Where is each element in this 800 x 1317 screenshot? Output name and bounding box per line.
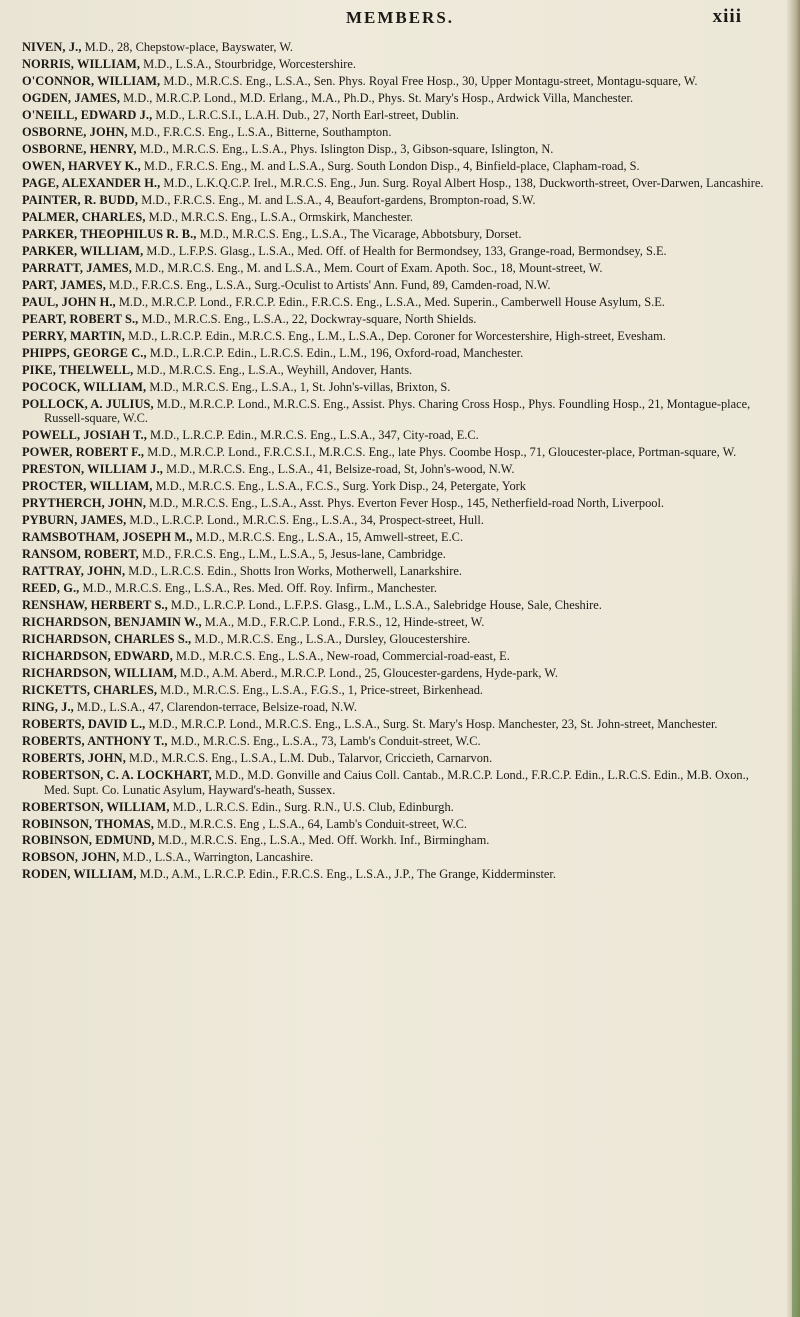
page-header [0, 6, 800, 34]
member-details: M.D., M.R.C.S. Eng , L.S.A., 64, Lamb's Conduit-street, W.C. [153, 816, 467, 831]
member-name: PAINTER, R. BUDD, [22, 192, 139, 207]
member-entry [22, 700, 772, 715]
member-entry [22, 833, 772, 848]
member-details: M.D., L.R.C.P. Edin., M.R.C.S. Eng., L.M., L.S.A., Dep. Coroner for Worcestershire, High-street, Evesham. [125, 328, 666, 343]
member-details: M.A., M.D., F.R.C.P. Lond., F.R.S., 12, Hinde-street, W. [201, 615, 485, 630]
member-details: M.D., F.R.C.S. Eng., M. and L.S.A., 4, Beaufort-gardens, Brompton-road, S.W. [138, 192, 536, 207]
member-name: OSBORNE, JOHN, [22, 124, 128, 139]
member-details: M.D., M.R.C.S. Eng., L.S.A., 1, St. John's-villas, Brixton, S. [146, 379, 451, 394]
member-details: M.D., M.R.C.P. Lond., M.R.C.S. Eng., Assist. Phys. Charing Cross Hosp., Phys. Foundling Hosp., 21, Montague-place, Russell-square, W.C. [44, 396, 751, 426]
member-name: RICKETTS, CHARLES, [22, 683, 158, 698]
member-details: M.D., M.R.C.S. Eng., L.S.A., Dursley, Gloucestershire. [191, 632, 471, 647]
member-name: ROBERTS, JOHN, [22, 750, 126, 765]
member-entry [22, 547, 772, 562]
member-entry [22, 649, 772, 664]
member-name: O'CONNOR, WILLIAM, [22, 73, 161, 88]
member-entry [22, 159, 772, 174]
member-details: M.D., M.R.C.S. Eng., L.S.A., L.M. Dub., Talarvor, Criccieth, Carnarvon. [125, 750, 493, 765]
member-entry [22, 193, 772, 208]
member-entry [22, 530, 772, 545]
member-details: M.D., M.R.C.P. Lond., F.R.C.S.I., M.R.C.S. Eng., late Phys. Coombe Hosp., 71, Gloucester-place, Portman-square, W. [144, 445, 737, 460]
member-entry [22, 462, 772, 477]
member-details: M.D., L.R.C.P. Lond., M.R.C.S. Eng., L.S.A., 34, Prospect-street, Hull. [126, 513, 484, 528]
member-name: PAUL, JOHN H., [22, 294, 116, 309]
member-details: M.D., M.R.C.S. Eng., L.S.A., Res. Med. Off. Roy. Infirm., Manchester. [79, 581, 437, 596]
member-name: PART, JAMES, [22, 277, 106, 292]
member-details: M.D., M.R.C.S. Eng., L.S.A., F.C.S., Surg. York Disp., 24, Petergate, York [152, 479, 526, 494]
member-entry [22, 581, 772, 596]
member-entry [22, 312, 772, 327]
member-name: PAGE, ALEXANDER H., [22, 175, 161, 190]
member-name: RICHARDSON, CHARLES S., [22, 632, 192, 647]
member-name: OGDEN, JAMES, [22, 90, 121, 105]
member-name: RANSOM, ROBERT, [22, 547, 139, 562]
member-entry [22, 227, 772, 242]
member-name: REED, G., [22, 581, 80, 596]
member-details: M.D., F.R.C.S. Eng., L.M., L.S.A., 5, Jesus-lane, Cambridge. [138, 547, 446, 562]
member-name: POLLOCK, A. JULIUS, [22, 396, 154, 411]
member-name: PARRATT, JAMES, [22, 260, 132, 275]
member-entry [22, 615, 772, 630]
page-edge-tint [792, 560, 800, 1317]
members-list [22, 40, 772, 884]
member-details: M.D., F.R.C.S. Eng., L.S.A., Surg.-Oculist to Artists' Ann. Fund, 89, Camden-road, N.W. [105, 277, 551, 292]
member-details: M.D., M.R.C.S. Eng., L.S.A., F.G.S., 1, Price-street, Birkenhead. [157, 683, 484, 698]
member-name: PARKER, THEOPHILUS R. B., [22, 226, 197, 241]
member-entry [22, 867, 772, 882]
member-entry [22, 564, 772, 579]
member-name: PIKE, THELWELL, [22, 362, 134, 377]
member-name: PEART, ROBERT S., [22, 311, 139, 326]
member-entry [22, 278, 772, 293]
member-name: PROCTER, WILLIAM, [22, 479, 153, 494]
member-details: M.D., L.S.A., Warrington, Lancashire. [119, 850, 314, 865]
member-entry [22, 666, 772, 681]
member-name: RODEN, WILLIAM, [22, 867, 137, 882]
member-name: ROBERTSON, C. A. LOCKHART, [22, 767, 212, 782]
member-details: M.D., L.R.C.S. Edin., Surg. R.N., U.S. Club, Edinburgh. [169, 799, 454, 814]
member-details: M.D., M.R.C.S. Eng., L.S.A., New-road, Commercial-road-east, E. [172, 649, 510, 664]
member-details: M.D., L.R.C.P. Edin., L.R.C.S. Edin., L.M., 196, Oxford-road, Manchester. [146, 345, 524, 360]
member-name: POWER, ROBERT F., [22, 445, 145, 460]
member-details: M.D., M.R.C.S. Eng., L.S.A., Ormskirk, Manchester. [145, 209, 414, 224]
member-entry [22, 125, 772, 140]
member-details: M.D., L.R.C.P. Edin., M.R.C.S. Eng., L.S.A., 347, City-road, E.C. [146, 428, 479, 443]
member-name: PRESTON, WILLIAM J., [22, 462, 163, 477]
member-details: M.D., A.M. Aberd., M.R.C.P. Lond., 25, Gloucester-gardens, Hyde-park, W. [176, 666, 559, 681]
member-entry [22, 496, 772, 511]
member-entry [22, 295, 772, 310]
member-details: M.D., L.S.A., Stourbridge, Worcestershire. [140, 56, 356, 71]
member-entry [22, 598, 772, 613]
member-entry [22, 428, 772, 443]
member-entry [22, 817, 772, 832]
member-name: PERRY, MARTIN, [22, 328, 125, 343]
member-entry [22, 397, 772, 426]
member-entry [22, 363, 772, 378]
member-name: RICHARDSON, EDWARD, [22, 649, 173, 664]
member-entry [22, 751, 772, 766]
member-details: M.D., L.K.Q.C.P. Irel., M.R.C.S. Eng., Jun. Surg. Royal Albert Hosp., 138, Duckworth-street, Over-Darwen, Lancashire. [160, 175, 764, 190]
member-entry [22, 768, 772, 797]
member-details: M.D., L.F.P.S. Glasg., L.S.A., Med. Off. of Health for Bermondsey, 133, Grange-road, Bermondsey, S.E. [143, 243, 667, 258]
member-name: RICHARDSON, BENJAMIN W., [22, 615, 202, 630]
member-entry [22, 329, 772, 344]
member-details: M.D., A.M., L.R.C.P. Edin., F.R.C.S. Eng., L.S.A., J.P., The Grange, Kidderminster. [136, 867, 556, 882]
member-entry [22, 683, 772, 698]
member-details: M.D., M.R.C.S. Eng., L.S.A., 73, Lamb's Conduit-street, W.C. [167, 733, 481, 748]
member-entry [22, 346, 772, 361]
member-name: ROBSON, JOHN, [22, 850, 120, 865]
member-name: OSBORNE, HENRY, [22, 141, 137, 156]
member-entry [22, 800, 772, 815]
member-details: M.D., M.R.C.S. Eng., L.S.A., Phys. Islington Disp., 3, Gibson-square, Islington, N. [136, 141, 554, 156]
member-details: M.D., M.R.C.S. Eng., L.S.A., Med. Off. Workh. Inf., Birmingham. [154, 833, 490, 848]
member-name: RENSHAW, HERBERT S., [22, 598, 168, 613]
member-entry [22, 380, 772, 395]
member-details: M.D., M.R.C.P. Lond., M.D. Erlang., M.A., Ph.D., Phys. St. Mary's Hosp., Ardwick Villa, Manchester. [120, 90, 634, 105]
member-details: M.D., M.R.C.S. Eng., L.S.A., 15, Amwell-street, E.C. [192, 530, 464, 545]
member-entry [22, 108, 772, 123]
member-entry [22, 445, 772, 460]
member-details: M.D., M.R.C.P. Lond., M.R.C.S. Eng., L.S.A., Surg. St. Mary's Hosp. Manchester, 23, St. John-street, Manchester. [145, 716, 718, 731]
member-entry [22, 261, 772, 276]
member-name: NIVEN, J., [22, 40, 82, 54]
member-name: RING, J., [22, 700, 74, 714]
member-name: RATTRAY, JOHN, [22, 564, 126, 579]
member-name: NORRIS, WILLIAM, [22, 56, 141, 71]
member-entry [22, 142, 772, 157]
member-entry [22, 513, 772, 528]
member-name: PARKER, WILLIAM, [22, 243, 144, 258]
member-entry [22, 717, 772, 732]
member-name: O'NEILL, EDWARD J., [22, 107, 153, 122]
member-name: PALMER, CHARLES, [22, 209, 146, 224]
member-name: PYBURN, JAMES, [22, 513, 127, 528]
member-details: M.D., M.R.C.S. Eng., L.S.A., 41, Belsize-road, St, John's-wood, N.W. [162, 462, 515, 477]
member-name: ROBINSON, THOMAS, [22, 816, 154, 831]
member-entry [22, 176, 772, 191]
member-details: M.D., L.S.A., 47, Clarendon-terrace, Belsize-road, N.W. [73, 700, 357, 714]
member-details: M.D., L.R.C.P. Lond., L.F.P.S. Glasg., L.M., L.S.A., Salebridge House, Sale, Cheshire. [167, 598, 602, 613]
member-details: M.D., L.R.C.S.I., L.A.H. Dub., 27, North Earl-street, Dublin. [152, 107, 459, 122]
member-details: M.D., M.R.C.S. Eng., L.S.A., Weyhill, Andover, Hants. [133, 362, 413, 377]
member-name: RAMSBOTHAM, JOSEPH M., [22, 530, 193, 545]
member-details: M.D., M.R.C.S. Eng., L.S.A., Sen. Phys. Royal Free Hosp., 30, Upper Montagu-street, Montagu-square, W. [160, 73, 698, 88]
member-entry [22, 210, 772, 225]
member-entry [22, 74, 772, 89]
member-details: M.D., F.R.C.S. Eng., L.S.A., Bitterne, Southampton. [127, 124, 392, 139]
member-details: M.D., M.R.C.S. Eng., L.S.A., Asst. Phys. Everton Fever Hosp., 145, Netherfield-road North, Liverpool. [146, 496, 665, 511]
member-entry [22, 91, 772, 106]
member-name: PRYTHERCH, JOHN, [22, 496, 147, 511]
member-entry [22, 57, 772, 72]
member-details: M.D., M.R.C.S. Eng., M. and L.S.A., Mem. Court of Exam. Apoth. Soc., 18, Mount-street, W. [131, 260, 603, 275]
member-details: M.D., L.R.C.S. Edin., Shotts Iron Works, Motherwell, Lanarkshire. [125, 564, 462, 579]
member-details: M.D., F.R.C.S. Eng., M. and L.S.A., Surg. South London Disp., 4, Binfield-place, Clapham-road, S. [140, 158, 640, 173]
member-name: OWEN, HARVEY K., [22, 158, 141, 173]
member-entry [22, 40, 772, 55]
member-name: RICHARDSON, WILLIAM, [22, 666, 177, 681]
member-name: ROBINSON, EDMUND, [22, 833, 155, 848]
member-name: POWELL, JOSIAH T., [22, 428, 147, 443]
page-number: xiii [712, 6, 742, 27]
member-entry [22, 479, 772, 494]
member-name: POCOCK, WILLIAM, [22, 379, 147, 394]
member-name: PHIPPS, GEORGE C., [22, 345, 147, 360]
member-details: M.D., 28, Chepstow-place, Bayswater, W. [81, 40, 294, 54]
member-name: ROBERTS, ANTHONY T., [22, 733, 168, 748]
member-entry [22, 632, 772, 647]
member-entry [22, 734, 772, 749]
member-details: M.D., M.R.C.P. Lond., F.R.C.P. Edin., F.R.C.S. Eng., L.S.A., Med. Superin., Camberwell House Asylum, S.E. [115, 294, 665, 309]
member-details: M.D., M.R.C.S. Eng., L.S.A., The Vicarage, Abbotsbury, Dorset. [196, 226, 522, 241]
running-head: MEMBERS. [345, 8, 455, 27]
member-name: ROBERTSON, WILLIAM, [22, 799, 170, 814]
member-name: ROBERTS, DAVID L., [22, 716, 146, 731]
member-details: M.D., M.R.C.S. Eng., L.S.A., 22, Dockwray-square, North Shields. [138, 311, 477, 326]
member-entry [22, 850, 772, 865]
member-entry [22, 244, 772, 259]
member-details: M.D., M.D. Gonville and Caius Coll. Cantab., M.R.C.P. Lond., F.R.C.P. Edin., L.R.C.S. Edin., M.B. Oxon., Med. Supt. Co. Lunatic Asylum, Hayward's-heath, Sussex. [44, 767, 749, 797]
